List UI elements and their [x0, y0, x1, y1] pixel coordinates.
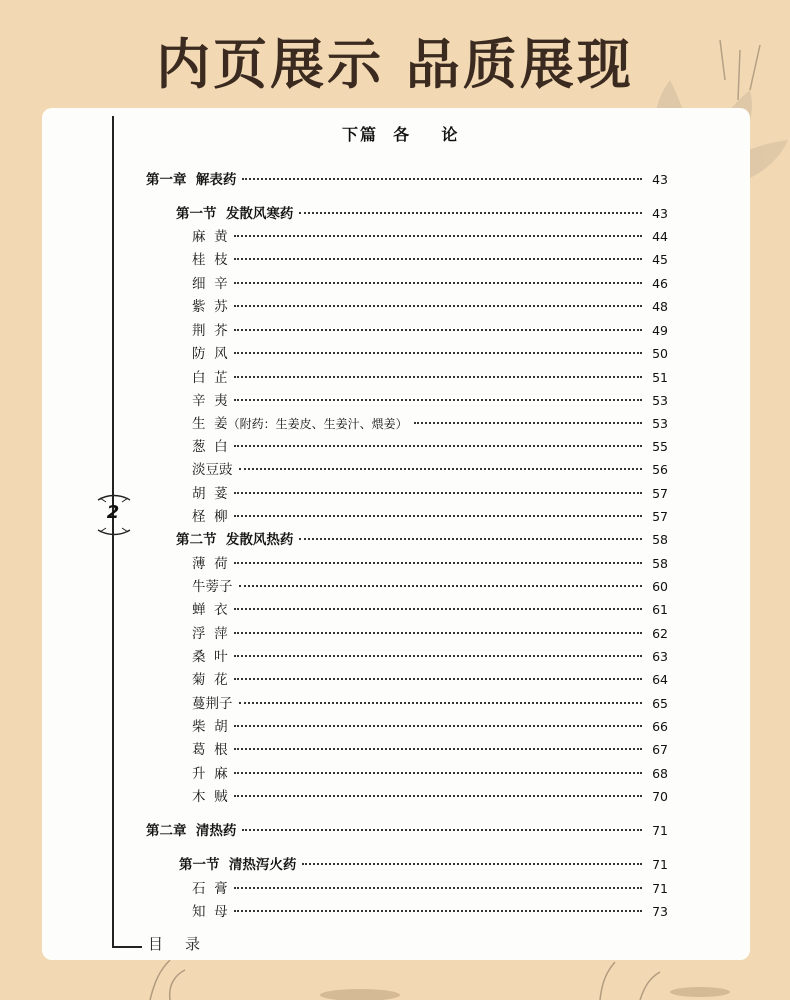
footer-label: 目录 — [148, 935, 223, 953]
toc-row — [192, 505, 668, 527]
toc-row — [192, 435, 668, 457]
item-title: 胡 荽 — [192, 486, 228, 502]
dot-leader — [234, 352, 642, 354]
dot-leader — [234, 632, 642, 634]
toc-page-number: 43 — [652, 206, 668, 221]
toc-row — [192, 225, 668, 247]
item-title: 蝉 衣 — [192, 602, 228, 618]
banner-title: 内页展示 品质展现 — [156, 33, 634, 96]
toc-row — [192, 295, 668, 317]
dot-leader — [234, 887, 642, 889]
dot-leader — [234, 748, 642, 750]
toc-page-number: 55 — [652, 439, 668, 454]
toc-page-number: 63 — [652, 649, 668, 664]
toc-row — [192, 598, 668, 620]
section-title: 第一节 发散风寒药 — [176, 206, 294, 222]
dot-leader — [234, 258, 642, 260]
dot-leader — [234, 795, 642, 797]
item-title: 薄 荷 — [192, 556, 228, 572]
toc-page-number: 44 — [652, 229, 668, 244]
toc-page-number: 46 — [652, 276, 668, 291]
toc-row — [176, 528, 668, 550]
toc-page-number: 45 — [652, 252, 668, 267]
toc-page-number: 61 — [652, 602, 668, 617]
dot-leader — [234, 282, 642, 284]
toc-row — [146, 168, 668, 190]
toc-page-number: 58 — [652, 532, 668, 547]
item-title: 麻 黄 — [192, 229, 228, 245]
item-title: 细 辛 — [192, 276, 228, 292]
item-title: 柴 胡 — [192, 719, 228, 735]
dot-leader — [234, 376, 642, 378]
toc-row — [192, 319, 668, 341]
section-title: 第二节 发散风热药 — [176, 532, 294, 548]
item-title: 葛 根 — [192, 742, 228, 758]
toc-row — [192, 692, 668, 714]
item-title: 紫 苏 — [192, 299, 228, 315]
item-title: 生 姜 — [192, 416, 228, 432]
dot-leader — [234, 772, 642, 774]
page-number: 2 — [106, 502, 120, 523]
toc-page-number: 51 — [652, 370, 668, 385]
book-page — [42, 108, 750, 960]
toc-row — [192, 412, 668, 434]
item-title: 木 贼 — [192, 789, 228, 805]
dot-leader — [234, 515, 642, 517]
toc-row — [192, 668, 668, 690]
section-heading: 下篇 各 论 — [342, 125, 460, 144]
toc-row — [192, 342, 668, 364]
dot-leader — [234, 445, 642, 447]
dot-leader — [234, 399, 642, 401]
page-spine-foot — [112, 946, 142, 948]
toc-page-number: 65 — [652, 696, 668, 711]
item-title: 浮 萍 — [192, 626, 228, 642]
toc-page-number: 43 — [652, 172, 668, 187]
dot-leader — [414, 422, 642, 424]
dot-leader — [242, 178, 642, 180]
toc-page-number: 73 — [652, 904, 668, 919]
dot-leader — [234, 910, 642, 912]
toc-page-number: 70 — [652, 789, 668, 804]
item-title: 牛蒡子 — [192, 579, 233, 595]
dot-leader — [299, 212, 642, 214]
toc-page-number: 49 — [652, 323, 668, 338]
toc-row — [192, 900, 668, 922]
toc-row — [192, 645, 668, 667]
item-title: 升 麻 — [192, 766, 228, 782]
toc-row — [192, 622, 668, 644]
item-title: 防 风 — [192, 346, 228, 362]
toc-row — [192, 762, 668, 784]
toc-page-number: 71 — [652, 823, 668, 838]
dot-leader — [302, 863, 642, 865]
item-title: 蔓荆子 — [192, 696, 233, 712]
toc-row — [192, 458, 668, 480]
toc-page-number: 66 — [652, 719, 668, 734]
item-title: 石 膏 — [192, 881, 228, 897]
dot-leader — [234, 492, 642, 494]
toc-row — [192, 785, 668, 807]
dot-leader — [299, 538, 642, 540]
toc-row — [179, 853, 668, 875]
toc-row — [192, 366, 668, 388]
item-title: 淡豆豉 — [192, 462, 233, 478]
toc-page-number: 67 — [652, 742, 668, 757]
item-title: 桂 枝 — [192, 252, 228, 268]
item-title: 辛 夷 — [192, 393, 228, 409]
dot-leader — [234, 562, 642, 564]
dot-leader — [234, 655, 642, 657]
toc-page-number: 56 — [652, 462, 668, 477]
dot-leader — [234, 329, 642, 331]
item-title: 白 芷 — [192, 370, 228, 386]
toc-page-number: 60 — [652, 579, 668, 594]
toc-page-number: 50 — [652, 346, 668, 361]
toc-row — [192, 482, 668, 504]
toc-row — [192, 715, 668, 737]
item-title: 桑 叶 — [192, 649, 228, 665]
toc-page-number: 71 — [652, 857, 668, 872]
toc-row — [192, 389, 668, 411]
chapter-title: 第一章 解表药 — [146, 172, 237, 188]
toc-page-number: 53 — [652, 416, 668, 431]
item-title: 柽 柳 — [192, 509, 228, 525]
dot-leader — [234, 608, 642, 610]
toc-row — [176, 202, 668, 224]
dot-leader — [239, 585, 643, 587]
item-title: 荆 芥 — [192, 323, 228, 339]
toc-row — [192, 877, 668, 899]
toc-page-number: 58 — [652, 556, 668, 571]
dot-leader — [239, 468, 643, 470]
toc-page-number: 71 — [652, 881, 668, 896]
toc-row — [192, 738, 668, 760]
dot-leader — [242, 829, 642, 831]
toc-row-note: （附药：生姜皮、生姜汁、煨姜） — [227, 417, 408, 431]
dot-leader — [234, 678, 642, 680]
item-title: 菊 花 — [192, 672, 228, 688]
toc-page-number: 64 — [652, 672, 668, 687]
toc-row — [146, 819, 668, 841]
toc-page-number: 68 — [652, 766, 668, 781]
toc-row — [192, 272, 668, 294]
dot-leader — [239, 702, 643, 704]
toc-page-number: 48 — [652, 299, 668, 314]
toc-row — [192, 552, 668, 574]
chapter-title: 第二章 清热药 — [146, 823, 237, 839]
toc-page-number: 57 — [652, 509, 668, 524]
dot-leader — [234, 725, 642, 727]
toc-row — [192, 248, 668, 270]
toc-page-number: 53 — [652, 393, 668, 408]
toc-page-number: 62 — [652, 626, 668, 641]
dot-leader — [234, 235, 642, 237]
item-title: 知 母 — [192, 904, 228, 920]
toc-page-number: 57 — [652, 486, 668, 501]
dot-leader — [234, 305, 642, 307]
toc-row — [192, 575, 668, 597]
section-title: 第一节 清热泻火药 — [179, 857, 297, 873]
item-title: 葱 白 — [192, 439, 228, 455]
